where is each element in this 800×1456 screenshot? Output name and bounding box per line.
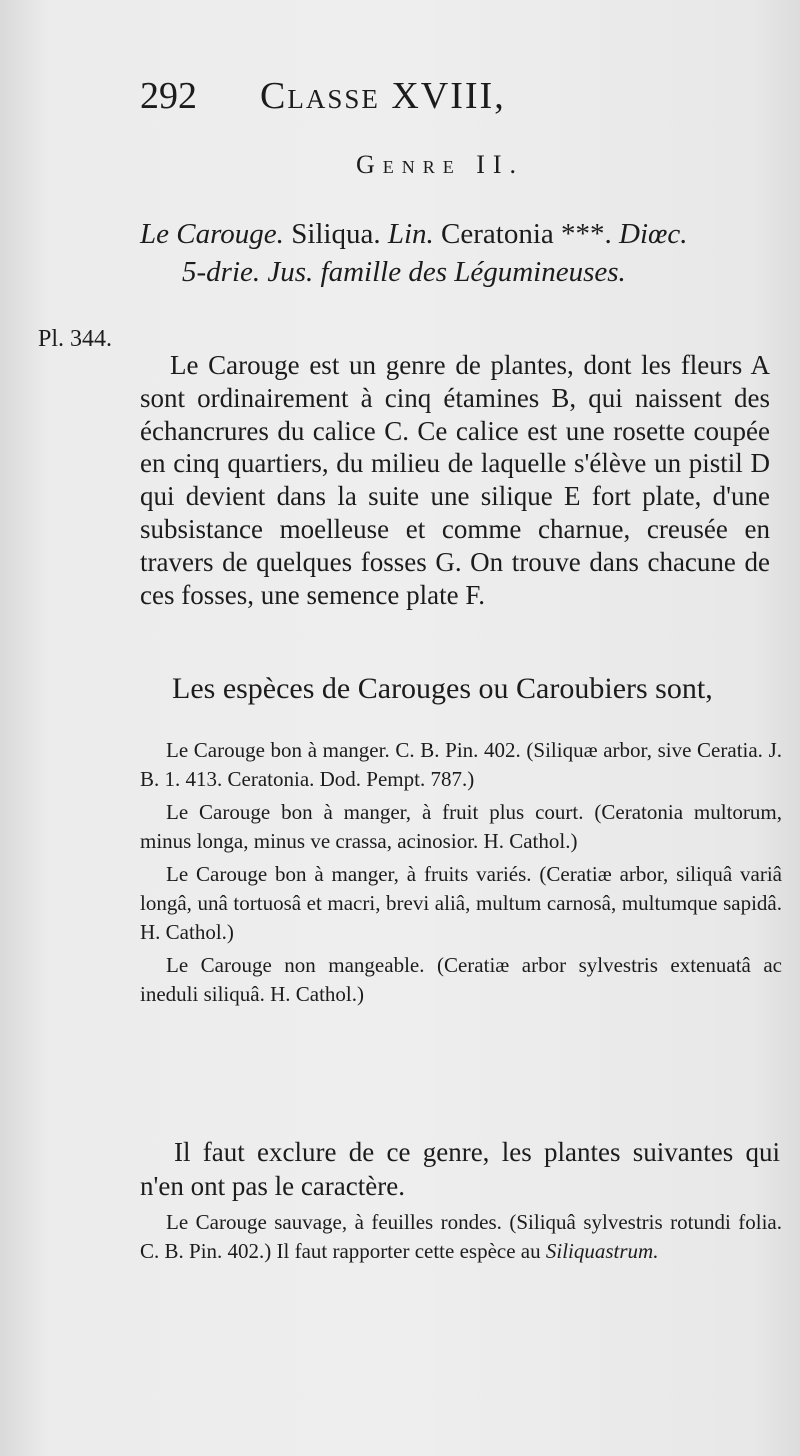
plant-name: Le Carouge. bbox=[140, 218, 284, 250]
species-entry: Le Carouge bon à manger, à fruits variés. (Ceratiæ arbor, siliquâ variâ longâ, unâ tortuosâ et macri, brevi aliâ, multum carnosâ, multumque sapidâ. H. Cathol.) bbox=[140, 862, 782, 944]
class-title: Classe XVIII, bbox=[260, 75, 506, 117]
species-entry: Le Carouge non mangeable. (Ceratiæ arbor sylvestris extenuatâ ac ineduli siliquâ. H. Cathol.) bbox=[140, 953, 782, 1006]
species-entry: Le Carouge bon à manger. C. B. Pin. 402. (Siliquæ arbor, sive Ceratia. J. B. 1. 413. Ceratonia. Dod. Pempt. 787.) bbox=[140, 738, 782, 791]
plate-reference: Pl. 344. bbox=[38, 326, 113, 352]
species-entry: Le Carouge bon à manger, à fruit plus court. (Ceratonia multorum, minus longa, minus ve crassa, acinosior. H. Cathol.) bbox=[140, 800, 782, 853]
page-number: 292 bbox=[140, 75, 197, 117]
description-paragraph: Le Carouge est un genre de plantes, dont les fleurs A sont ordinairement à cinq étamines B, qui naissent des échancrures du calice C. Ce calice est une rosette coupée en cinq quartiers, du milieu de laquelle s'élève un pistil D qui devient dans la suite une silique E fort plate, d'une subsistance moelleuse et comme charnue, creusée en travers de quelques fosses G. On trouve dans chacune de ces fosses, une semence plate F. bbox=[140, 350, 770, 610]
species-list bbox=[140, 736, 782, 1009]
species-heading: Les espèces de Carouges ou Caroubiers sont, bbox=[172, 672, 713, 705]
excluded-species: Le Carouge sauvage, à feuilles rondes. (Siliquâ sylvestris rotundi folia. C. B. Pin. 402.) Il faut rapporter cette espèce au Siliquastrum. bbox=[140, 1210, 782, 1263]
genre-title: Genre II. bbox=[355, 150, 525, 179]
exclusion-paragraph: Il faut exclure de ce genre, les plantes suivantes qui n'en ont pas le caractère. bbox=[140, 1137, 780, 1201]
intro-line-2: 5-drie. Jus. famille des Légumineuses. bbox=[182, 256, 626, 288]
page-header bbox=[140, 74, 506, 118]
intro-line-1: Le Carouge. Siliqua. Lin. Ceratonia ***. Diœc. bbox=[140, 218, 688, 250]
